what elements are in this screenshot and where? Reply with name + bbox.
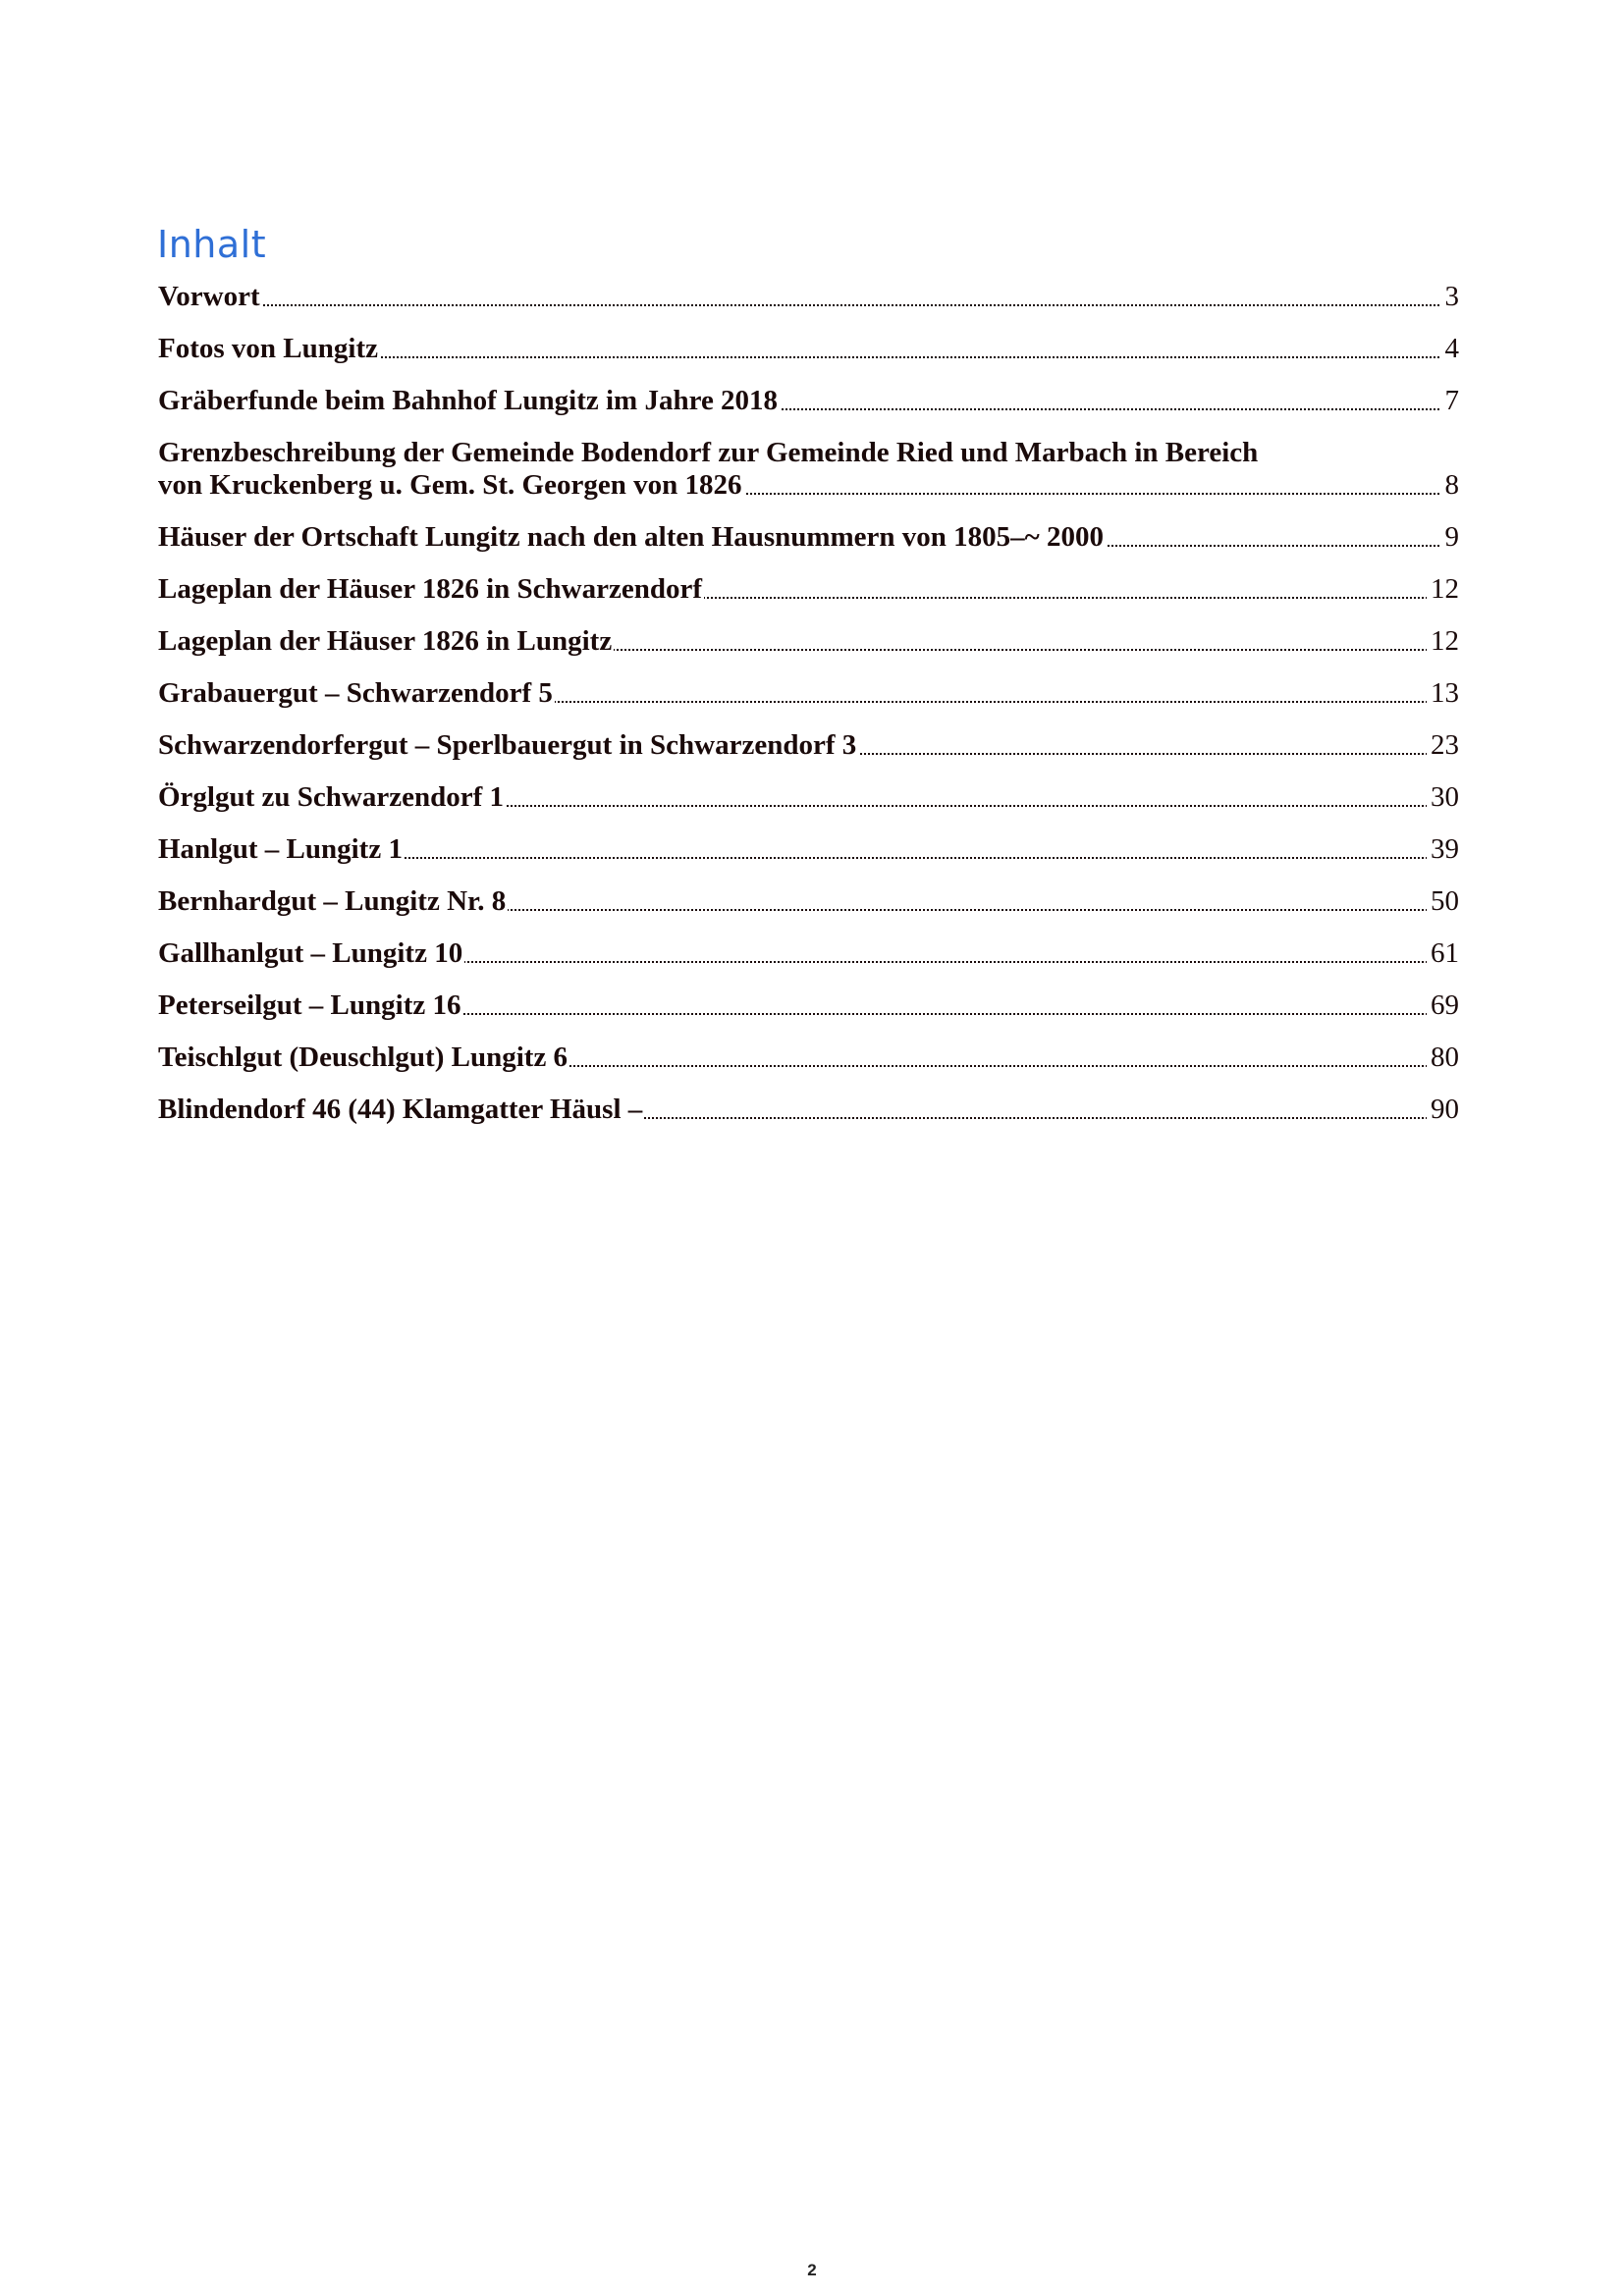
toc-entry-teischlgut[interactable] <box>158 1041 1459 1074</box>
toc-entry-page: 12 <box>1427 625 1459 658</box>
toc-entry-lageplan-schwarzendorf[interactable] <box>158 573 1459 606</box>
toc-entry-page: 7 <box>1441 385 1460 417</box>
toc-entry-title: Peterseilgut – Lungitz 16 <box>158 989 461 1021</box>
toc-entry-title: Gräberfunde beim Bahnhof Lungitz im Jahre 2018 <box>158 385 779 416</box>
table-of-contents <box>158 281 1459 1146</box>
toc-entry-title: Grabauergut – Schwarzendorf 5 <box>158 677 553 709</box>
toc-entry-title: Teischlgut (Deuschlgut) Lungitz 6 <box>158 1041 568 1073</box>
dot-leader <box>158 304 1459 306</box>
toc-entry-schwarzendorfergut[interactable] <box>158 729 1459 762</box>
toc-entry-grenzbeschreibung[interactable] <box>158 437 1459 502</box>
toc-entry-page: 80 <box>1427 1041 1459 1074</box>
toc-entry-blindendorf[interactable] <box>158 1094 1459 1126</box>
toc-entry-gallhanlgut[interactable] <box>158 937 1459 970</box>
toc-entry-page: 50 <box>1427 885 1459 918</box>
toc-entry-page: 3 <box>1441 281 1460 313</box>
toc-entry-page: 23 <box>1427 729 1459 762</box>
toc-entry-vorwort[interactable] <box>158 281 1459 313</box>
toc-entry-bernhardgut[interactable] <box>158 885 1459 918</box>
toc-entry-page: 8 <box>1441 469 1460 502</box>
toc-entry-page: 61 <box>1427 937 1459 970</box>
toc-entry-page: 13 <box>1427 677 1459 710</box>
toc-entry-page: 69 <box>1427 989 1459 1022</box>
toc-entry-title: Fotos von Lungitz <box>158 333 378 364</box>
toc-entry-title-line2: von Kruckenberg u. Gem. St. Georgen von 1826 <box>158 469 742 501</box>
toc-entry-oerglgut[interactable] <box>158 781 1459 814</box>
toc-entry-hanlgut[interactable] <box>158 833 1459 866</box>
toc-entry-page: 12 <box>1427 573 1459 606</box>
toc-entry-title: Lageplan der Häuser 1826 in Lungitz <box>158 625 613 657</box>
toc-entry-haeuser[interactable] <box>158 521 1459 554</box>
toc-entry-grabauergut[interactable] <box>158 677 1459 710</box>
toc-entry-title: Häuser der Ortschaft Lungitz nach den alten Hausnummern von 1805–~ 2000 <box>158 521 1105 553</box>
toc-entry-title: Bernhardgut – Lungitz Nr. 8 <box>158 885 507 917</box>
toc-entry-page: 30 <box>1427 781 1459 814</box>
toc-entry-title: Örglgut zu Schwarzendorf 1 <box>158 781 504 813</box>
toc-entry-title: Schwarzendorfergut – Sperlbauergut in Schwarzendorf 3 <box>158 729 857 761</box>
toc-entry-title: Blindendorf 46 (44) Klamgatter Häusl – <box>158 1094 643 1125</box>
toc-entry-second-line <box>158 469 1459 502</box>
toc-entry-peterseilgut[interactable] <box>158 989 1459 1022</box>
toc-entry-page: 9 <box>1441 521 1460 554</box>
toc-entry-title-line1: Grenzbeschreibung der Gemeinde Bodendorf zur Gemeinde Ried und Marbach in Bereich <box>158 437 1459 469</box>
toc-entry-title: Lageplan der Häuser 1826 in Schwarzendorf <box>158 573 702 605</box>
page-number: 2 <box>807 2261 817 2279</box>
toc-entry-fotos[interactable] <box>158 333 1459 365</box>
toc-entry-lageplan-lungitz[interactable] <box>158 625 1459 658</box>
toc-entry-page: 39 <box>1427 833 1459 866</box>
toc-entry-title: Gallhanlgut – Lungitz 10 <box>158 937 463 969</box>
toc-entry-graeberfunde[interactable] <box>158 385 1459 417</box>
toc-entry-title: Vorwort <box>158 281 260 312</box>
toc-entry-page: 4 <box>1441 333 1460 365</box>
toc-entry-page: 90 <box>1427 1094 1459 1126</box>
toc-heading: Inhalt <box>157 223 267 266</box>
toc-entry-title: Hanlgut – Lungitz 1 <box>158 833 403 865</box>
